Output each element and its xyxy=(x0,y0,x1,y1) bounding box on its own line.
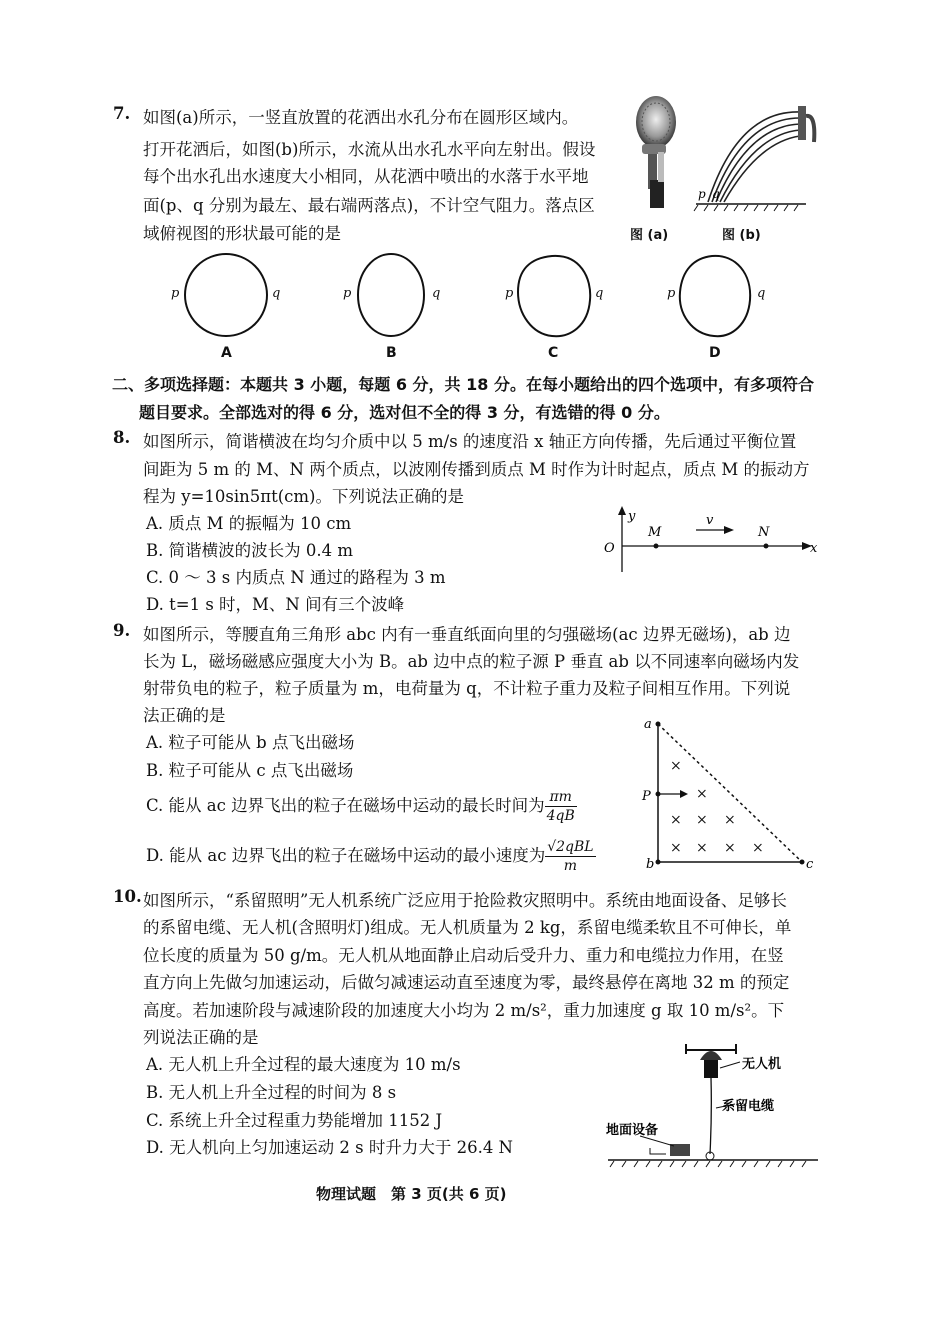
question-7-option-shapes xyxy=(160,248,800,366)
source-p-label: P xyxy=(642,789,651,804)
question-10-line: 直方向上先做匀加速运动，后做匀减速运动直至速度为零，最终悬停在离地 32 m 的预定 xyxy=(143,973,790,992)
question-7-line: 打开花洒后，如图(b)所示，水流从出水孔水平向左射出。假设 xyxy=(143,140,596,159)
question-10-option-b: B. 无人机上升全过程的时间为 8 s xyxy=(146,1083,397,1102)
magnetic-field-cross-marks xyxy=(670,758,764,856)
option-d-p-label: p xyxy=(667,286,676,301)
question-9-line: 法正确的是 xyxy=(143,706,226,725)
option-a-q-label: q xyxy=(272,286,281,301)
svg-text:×: × xyxy=(670,758,682,774)
wave-axis-diagram xyxy=(600,504,825,578)
question-9-line: 长为 L，磁场磁感应强度大小为 B。ab 边中点的粒子源 P 垂直 ab 以不同速率向磁场内发 xyxy=(143,652,800,671)
svg-text:×: × xyxy=(724,812,736,828)
point-n-label: N xyxy=(758,525,770,540)
vertex-b-label: b xyxy=(646,857,655,872)
tethered-drone-diagram xyxy=(600,1034,825,1174)
section-2-heading-line2: 题目要求。全部选对的得 6 分，选对但不全的得 3 分，有选错的得 0 分。 xyxy=(139,403,670,422)
point-m-label: M xyxy=(648,525,662,540)
question-8-number: 8. xyxy=(113,428,131,447)
question-9-option-b: B. 粒子可能从 c 点飞出磁场 xyxy=(146,761,354,780)
option-b-label: B xyxy=(386,345,397,361)
option-a-p-label: p xyxy=(171,286,180,301)
question-10-option-c: C. 系统上升全过程重力势能增加 1152 J xyxy=(146,1111,443,1130)
svg-text:×: × xyxy=(696,812,708,828)
fig-b-q-label: q xyxy=(712,187,720,201)
option-a-circle-shape xyxy=(185,254,267,336)
svg-text:×: × xyxy=(670,840,682,856)
option-d-egg-shape xyxy=(680,256,750,336)
question-10-number: 10. xyxy=(113,887,142,906)
figure-a-caption: 图 (a) xyxy=(630,228,669,243)
question-9-number: 9. xyxy=(113,621,131,640)
vertex-c-label: c xyxy=(806,857,814,872)
fraction-pi-m-over-4qb: $\frac{\pi m}{4qB}$ xyxy=(546,789,575,824)
water-arc-diagram xyxy=(688,92,818,214)
svg-text:×: × xyxy=(670,812,682,828)
question-8-option-b: B. 简谐横波的波长为 0.4 m xyxy=(146,541,353,560)
origin-label: O xyxy=(604,541,615,556)
shower-head-photo xyxy=(628,92,686,214)
question-8-option-a: A. 质点 M 的振幅为 10 cm xyxy=(146,514,352,533)
question-10-line: 的系留电缆、无人机(含照明灯)组成。无人机质量为 2 kg，系留电缆柔软且不可伸长，单 xyxy=(143,918,792,937)
figure-b-caption: 图 (b) xyxy=(722,228,761,243)
question-9-option-a: A. 粒子可能从 b 点飞出磁场 xyxy=(146,733,355,752)
question-9-option-c: C. 能从 ac 边界飞出的粒子在磁场中运动的最长时间为 $\frac{\pi m}{4qB}$ xyxy=(146,789,575,824)
fraction-root2-qbl-over-m: $\frac{\text{√2qBL}}{m}$ xyxy=(547,839,594,874)
question-8-line: 如图所示，简谐横波在均匀介质中以 5 m/s 的速度沿 x 轴正方向传播，先后通过平衡位置 xyxy=(143,432,797,451)
svg-text:×: × xyxy=(724,840,736,856)
svg-text:×: × xyxy=(752,840,764,856)
cable-label: 系留电缆 xyxy=(722,1099,775,1114)
question-9-line: 射带负电的粒子，粒子质量为 m，电荷量为 q，不计粒子重力及粒子间相互作用。下列说 xyxy=(143,679,791,698)
question-10-line: 高度。若加速阶段与减速阶段的加速度大小均为 2 m/s²，重力加速度 g 取 10 m/s²。下 xyxy=(143,1001,785,1020)
question-8-line: 程为 y=10sin5πt(cm)。下列说法正确的是 xyxy=(143,487,464,506)
question-10-line: 列说法正确的是 xyxy=(143,1028,259,1047)
option-a-label: A xyxy=(221,345,232,361)
question-8-line: 间距为 5 m 的 M、N 两个质点，以波刚传播到质点 M 时作为计时起点，质点 M 的振动方 xyxy=(143,460,810,479)
option-b-q-label: q xyxy=(432,286,441,301)
triangle-magnetic-field-diagram xyxy=(640,712,820,874)
question-10-option-d: D. 无人机向上匀加速运动 2 s 时升力大于 26.4 N xyxy=(146,1138,513,1157)
page-footer: 物理试题 第 3 页(共 6 页) xyxy=(316,1185,507,1203)
fig-b-p-label: p xyxy=(698,187,706,201)
option-c-label: C xyxy=(548,345,559,361)
question-10-line: 位长度的质量为 50 g/m。无人机从地面静止启动后受升力、重力和电缆拉力作用，在竖 xyxy=(143,946,784,965)
y-axis-label: y xyxy=(628,509,636,524)
option-b-oval-shape xyxy=(358,254,424,336)
question-9-option-d: D. 能从 ac 边界飞出的粒子在磁场中运动的最小速度为 $\frac{\text{√2qBL}}{m}$ xyxy=(146,839,594,874)
question-7-line: 域俯视图的形状最可能的是 xyxy=(143,224,341,243)
svg-text:×: × xyxy=(696,786,708,802)
option-c-q-label: q xyxy=(595,286,604,301)
drone-label: 无人机 xyxy=(742,1057,782,1072)
question-8-option-d: D. t=1 s 时，M、N 间有三个波峰 xyxy=(146,595,405,614)
ground-equipment-label: 地面设备 xyxy=(606,1123,659,1138)
vertex-a-label: a xyxy=(644,717,652,732)
section-2-heading: 二、多项选择题：本题共 3 小题，每题 6 分，共 18 分。在每小题给出的四个选项中，有多项符合 xyxy=(112,375,814,394)
question-10-line: 如图所示，“系留照明”无人机系统广泛应用于抢险救灾照明中。系统由地面设备、足够长 xyxy=(143,891,787,910)
option-d-label: D xyxy=(709,345,721,361)
question-7-line: 面(p、q 分别为最左、最右端两落点)，不计空气阻力。落点区 xyxy=(143,196,595,215)
question-10-option-a: A. 无人机上升全过程的最大速度为 10 m/s xyxy=(146,1055,461,1074)
option-c-p-label: p xyxy=(505,286,514,301)
option-b-p-label: p xyxy=(343,286,352,301)
question-8-option-c: C. 0 ～ 3 s 内质点 N 通过的路程为 3 m xyxy=(146,568,446,587)
option-c-egg-shape xyxy=(518,256,590,336)
svg-text:×: × xyxy=(696,840,708,856)
question-7-line: 如图(a)所示，一竖直放置的花洒出水孔分布在圆形区域内。 xyxy=(143,108,579,127)
option-d-q-label: q xyxy=(757,286,766,301)
velocity-label: v xyxy=(706,513,714,528)
question-7-line: 每个出水孔出水速度大小相同，从花洒中喷出的水落于水平地 xyxy=(143,167,589,186)
question-9-line: 如图所示，等腰直角三角形 abc 内有一垂直纸面向里的匀强磁场(ac 边界无磁场)，ab 边 xyxy=(143,625,791,644)
question-7-number: 7. xyxy=(113,104,131,123)
x-axis-label: x xyxy=(810,541,818,556)
